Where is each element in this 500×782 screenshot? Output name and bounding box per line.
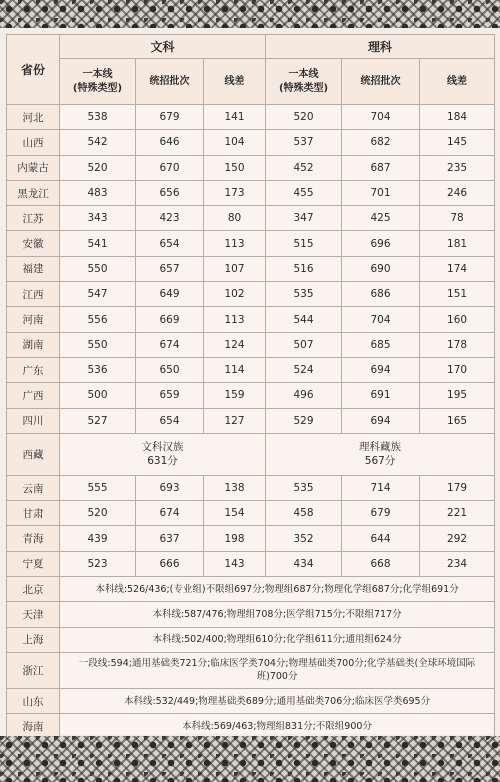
score-cell: 114 (204, 357, 266, 382)
province-cell: 山东 (7, 688, 60, 713)
note-row (7, 627, 495, 652)
province-cell: 福建 (7, 256, 60, 281)
score-cell: 542 (60, 130, 136, 155)
table-row (7, 501, 495, 526)
score-cell: 452 (266, 155, 342, 180)
score-cell: 537 (266, 130, 342, 155)
score-cell: 693 (136, 475, 204, 500)
header-arts-batch: 统招批次 (136, 59, 204, 105)
score-cell: 235 (420, 155, 495, 180)
decorative-border-top (0, 0, 500, 28)
province-cell: 北京 (7, 577, 60, 602)
score-cell: 691 (342, 383, 420, 408)
table-row (7, 155, 495, 180)
score-cell: 670 (136, 155, 204, 180)
note-row (7, 602, 495, 627)
note-row (7, 577, 495, 602)
province-cell: 河北 (7, 105, 60, 130)
score-cell: 674 (136, 332, 204, 357)
score-cell: 696 (342, 231, 420, 256)
score-cell: 170 (420, 357, 495, 382)
score-cell: 637 (136, 526, 204, 551)
score-cell: 679 (342, 501, 420, 526)
table-row (7, 105, 495, 130)
header-arts-tier1: 一本线 (特殊类型) (60, 59, 136, 105)
score-cell: 544 (266, 307, 342, 332)
score-cell: 500 (60, 383, 136, 408)
table-row (7, 475, 495, 500)
score-cell: 550 (60, 256, 136, 281)
table-row (7, 526, 495, 551)
score-cell: 701 (342, 180, 420, 205)
note-text: 本科线:587/476;物理组708分;医学组715分;不限组717分 (60, 602, 495, 627)
score-cell: 458 (266, 501, 342, 526)
score-cell: 102 (204, 282, 266, 307)
score-cell: 483 (60, 180, 136, 205)
header-sci-diff: 线差 (420, 59, 495, 105)
score-cell: 659 (136, 383, 204, 408)
score-cell: 536 (60, 357, 136, 382)
table-row (7, 206, 495, 231)
score-cell: 515 (266, 231, 342, 256)
score-cell: 668 (342, 551, 420, 576)
score-cell: 439 (60, 526, 136, 551)
score-cell: 527 (60, 408, 136, 433)
score-cell: 556 (60, 307, 136, 332)
score-cell: 150 (204, 155, 266, 180)
score-cell: 127 (204, 408, 266, 433)
province-cell: 山西 (7, 130, 60, 155)
score-cell: 141 (204, 105, 266, 130)
score-cell: 555 (60, 475, 136, 500)
score-cell: 547 (60, 282, 136, 307)
score-cell: 666 (136, 551, 204, 576)
province-cell: 湖南 (7, 332, 60, 357)
score-cell: 520 (60, 155, 136, 180)
score-cell: 78 (420, 206, 495, 231)
table-row (7, 383, 495, 408)
score-cell: 524 (266, 357, 342, 382)
score-cell: 538 (60, 105, 136, 130)
score-cell: 145 (420, 130, 495, 155)
admission-score-table (6, 34, 495, 740)
score-cell: 650 (136, 357, 204, 382)
score-cell: 644 (342, 526, 420, 551)
score-cell: 690 (342, 256, 420, 281)
score-cell: 507 (266, 332, 342, 357)
province-cell: 天津 (7, 602, 60, 627)
note-text: 一段线:594;通用基础类721分;临床医学类704分;物理基础类700分;化学基础类(全球环境国际班)700分 (60, 652, 495, 688)
score-cell: 694 (342, 408, 420, 433)
province-cell: 广东 (7, 357, 60, 382)
score-cell: 165 (420, 408, 495, 433)
score-cell: 523 (60, 551, 136, 576)
table-row (7, 231, 495, 256)
tibet-arts-cell: 文科汉族 631分 (60, 433, 266, 475)
score-cell: 685 (342, 332, 420, 357)
score-cell: 455 (266, 180, 342, 205)
table-row (7, 256, 495, 281)
province-cell: 河南 (7, 307, 60, 332)
header-province: 省份 (7, 35, 60, 105)
score-cell: 151 (420, 282, 495, 307)
score-cell: 516 (266, 256, 342, 281)
score-cell: 541 (60, 231, 136, 256)
province-cell: 甘肃 (7, 501, 60, 526)
score-cell: 687 (342, 155, 420, 180)
table-row (7, 332, 495, 357)
score-cell: 160 (420, 307, 495, 332)
province-cell: 宁夏 (7, 551, 60, 576)
score-cell: 154 (204, 501, 266, 526)
score-cell: 714 (342, 475, 420, 500)
score-cell: 107 (204, 256, 266, 281)
score-cell: 704 (342, 307, 420, 332)
score-cell: 529 (266, 408, 342, 433)
score-cell: 179 (420, 475, 495, 500)
table-row (7, 307, 495, 332)
score-cell: 520 (60, 501, 136, 526)
province-cell: 浙江 (7, 652, 60, 688)
score-cell: 138 (204, 475, 266, 500)
score-cell: 434 (266, 551, 342, 576)
note-text: 本科线:532/449;物理基础类689分;通用基础类706分;临床医学类695分 (60, 688, 495, 713)
score-cell: 198 (204, 526, 266, 551)
score-cell: 656 (136, 180, 204, 205)
header-sci-batch: 统招批次 (342, 59, 420, 105)
score-cell: 124 (204, 332, 266, 357)
table-row (7, 282, 495, 307)
note-text: 本科线:526/436;(专业组)不限组697分;物理组687分;物理化学组687分;化学组691分 (60, 577, 495, 602)
score-cell: 347 (266, 206, 342, 231)
score-cell: 425 (342, 206, 420, 231)
header-science: 理科 (266, 35, 495, 59)
score-cell: 184 (420, 105, 495, 130)
score-cell: 520 (266, 105, 342, 130)
score-cell: 143 (204, 551, 266, 576)
score-cell: 104 (204, 130, 266, 155)
tibet-science-cell: 理科藏族 567分 (266, 433, 495, 475)
note-text: 本科线:569/463;物理组831分;不限组900分 (60, 714, 495, 739)
score-cell: 704 (342, 105, 420, 130)
score-cell: 674 (136, 501, 204, 526)
table-row-tibet (7, 433, 495, 475)
province-cell: 上海 (7, 627, 60, 652)
score-cell: 352 (266, 526, 342, 551)
note-text: 本科线:502/400;物理组610分;化学组611分;通用组624分 (60, 627, 495, 652)
score-cell: 246 (420, 180, 495, 205)
table-row (7, 408, 495, 433)
score-cell: 423 (136, 206, 204, 231)
score-cell: 646 (136, 130, 204, 155)
province-cell: 内蒙古 (7, 155, 60, 180)
score-cell: 181 (420, 231, 495, 256)
score-cell: 535 (266, 282, 342, 307)
province-cell: 江西 (7, 282, 60, 307)
decorative-border-bottom (0, 736, 500, 782)
score-cell: 654 (136, 231, 204, 256)
score-cell: 113 (204, 307, 266, 332)
table-row (7, 180, 495, 205)
note-row (7, 688, 495, 713)
score-cell: 80 (204, 206, 266, 231)
header-arts-diff: 线差 (204, 59, 266, 105)
table-row (7, 130, 495, 155)
province-cell: 西藏 (7, 433, 60, 475)
score-cell: 496 (266, 383, 342, 408)
score-cell: 657 (136, 256, 204, 281)
header-arts: 文科 (60, 35, 266, 59)
score-cell: 292 (420, 526, 495, 551)
score-cell: 694 (342, 357, 420, 382)
province-cell: 广西 (7, 383, 60, 408)
score-cell: 649 (136, 282, 204, 307)
note-row (7, 652, 495, 688)
score-cell: 173 (204, 180, 266, 205)
score-cell: 221 (420, 501, 495, 526)
score-cell: 686 (342, 282, 420, 307)
province-cell: 黑龙江 (7, 180, 60, 205)
province-cell: 青海 (7, 526, 60, 551)
province-cell: 江苏 (7, 206, 60, 231)
score-table-sheet (6, 34, 494, 734)
score-cell: 195 (420, 383, 495, 408)
province-cell: 四川 (7, 408, 60, 433)
score-cell: 159 (204, 383, 266, 408)
score-cell: 654 (136, 408, 204, 433)
score-cell: 669 (136, 307, 204, 332)
score-cell: 679 (136, 105, 204, 130)
score-cell: 535 (266, 475, 342, 500)
province-cell: 云南 (7, 475, 60, 500)
table-row (7, 551, 495, 576)
table-row (7, 357, 495, 382)
province-cell: 安徽 (7, 231, 60, 256)
score-cell: 550 (60, 332, 136, 357)
score-cell: 174 (420, 256, 495, 281)
score-cell: 234 (420, 551, 495, 576)
score-cell: 343 (60, 206, 136, 231)
score-cell: 178 (420, 332, 495, 357)
score-cell: 113 (204, 231, 266, 256)
score-cell: 682 (342, 130, 420, 155)
header-sci-tier1: 一本线 (特殊类型) (266, 59, 342, 105)
province-cell: 海南 (7, 714, 60, 739)
